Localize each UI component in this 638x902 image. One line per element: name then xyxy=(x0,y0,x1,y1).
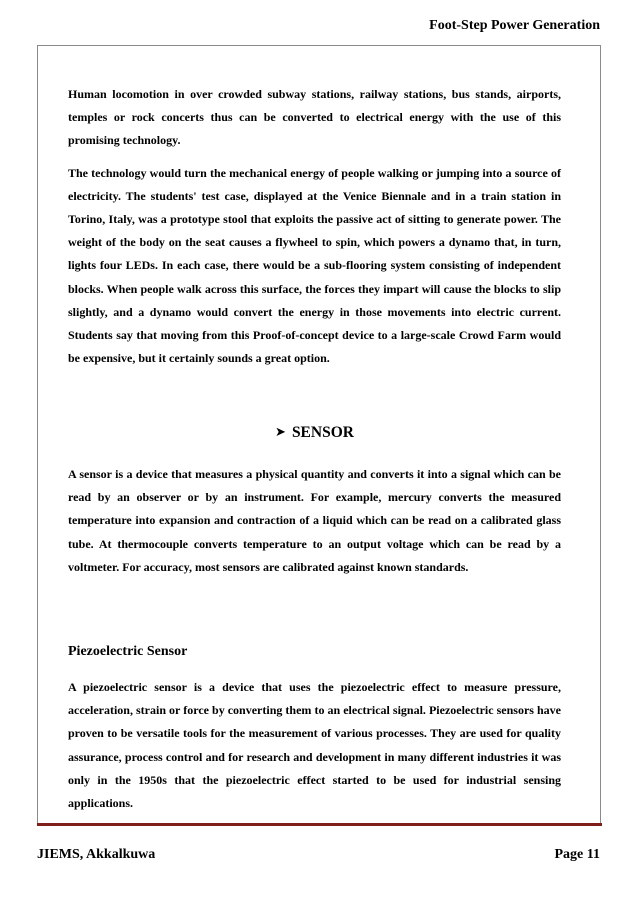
intro-paragraph: Human locomotion in over crowded subway stations, railway stations, bus stands, airports, temples or rock concerts thus can be converted to electrical energy with the use of this promising technology. xyxy=(68,87,561,148)
arrowhead-bullet-icon: ➤ xyxy=(275,425,286,440)
technology-paragraph: The technology would turn the mechanical energy of people walking or jumping into a source of electricity. The students' test case, displayed at the Venice Biennale and in a train station in Torino, Italy, was a prototype stool that exploits the passive act of sitting to generate power. The weight of the body on the seat causes a flywheel to spin, which powers a dynamo that, in turn, lights four LEDs. In each case, there would be a sub-flooring system consisting of independent blocks. When people walk across this surface, the forces they impart will cause the blocks to slip slightly, and a dynamo would convert the energy in those movements into electric current. Students say that moving from this Proof-of-concept device to a large-scale Crowd Farm would be expensive, but it certainly sounds a great option. xyxy=(68,165,561,366)
sensor-definition-paragraph: A sensor is a device that measures a physical quantity and converts it into a signal which can be read by an observer or by an instrument. For example, mercury converts the measured temperature into expansion and contraction of a liquid which can be read on a calibrated glass tube. At thermocouple converts temperature to an output voltage which can be read by a voltmeter. For accuracy, most sensors are calibrated against known standards. xyxy=(68,467,561,574)
footer-institution: JIEMS, Akkalkuwa xyxy=(37,847,156,862)
footer-divider-rule xyxy=(37,823,602,826)
piezoelectric-paragraph: A piezoelectric sensor is a device that uses the piezoelectric effect to measure pressure, acceleration, strain or force by converting them to an electrical signal. Piezoelectric sensors have proven to be versatile tools for the measurement of various processes. They are used for quality assurance, process control and for research and development in many different industries it was only in the 1950s that the piezoelectric effect started to be used for industrial sensing applications. xyxy=(68,680,561,811)
piezoelectric-subheading: Piezoelectric Sensor xyxy=(68,644,188,659)
page-content xyxy=(68,83,561,811)
section-heading-text: SENSOR xyxy=(291,424,354,441)
sensor-section-heading xyxy=(68,424,561,442)
running-header-title: Foot-Step Power Generation xyxy=(429,18,600,33)
footer-page-number: Page 11 xyxy=(554,847,600,862)
